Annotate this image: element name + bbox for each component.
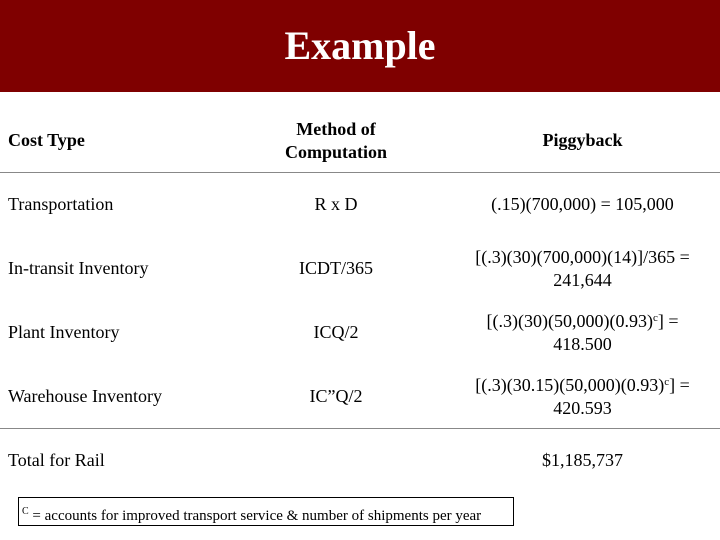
column-header-method-line2: Computation [284, 142, 387, 162]
row-warehouse-method: IC”Q/2 [309, 386, 363, 406]
row-transportation-method: R x D [314, 194, 358, 214]
title-banner [0, 0, 720, 92]
column-header-cost-type: Cost Type [8, 130, 85, 150]
row-plant-formula-a: [(.3)(30)(50,000)(0.93) [486, 311, 653, 331]
column-header-piggyback: Piggyback [542, 130, 623, 150]
row-plant-superscript: c [652, 312, 658, 324]
row-plant-piggyback-line1 [455, 310, 710, 333]
table-divider [0, 172, 720, 173]
row-warehouse-formula-b: ] = [669, 375, 690, 395]
row-warehouse-piggyback [455, 374, 710, 420]
row-warehouse-cost-type: Warehouse Inventory [8, 386, 162, 406]
total-label: Total for Rail [8, 450, 105, 470]
row-intransit-piggyback-line1: [(.3)(30)(700,000)(14)]/365 = [475, 247, 690, 267]
footnote-text: = accounts for improved transport service & number of shipments per year [28, 508, 482, 524]
row-intransit-method: ICDT/365 [299, 258, 373, 278]
row-warehouse-piggyback-line1 [455, 374, 710, 397]
slide-title: Example [284, 23, 436, 68]
row-plant-method: ICQ/2 [313, 322, 359, 342]
column-header-method [255, 118, 417, 164]
row-warehouse-formula-a: [(.3)(30.15)(50,000)(0.93) [475, 375, 665, 395]
row-transportation-piggyback: (.15)(700,000) = 105,000 [491, 194, 674, 214]
row-intransit-piggyback [455, 246, 710, 292]
row-intransit-cost-type: In-transit Inventory [8, 258, 149, 278]
footnote-marker: C [22, 506, 29, 517]
row-warehouse-superscript: c [664, 376, 670, 388]
row-intransit-piggyback-line2: 241,644 [553, 270, 612, 290]
column-header-method-line1: Method of [296, 119, 376, 139]
total-value: $1,185,737 [542, 450, 623, 470]
row-transportation-cost-type: Transportation [8, 194, 114, 214]
table-divider [0, 428, 720, 429]
row-plant-piggyback [455, 310, 710, 356]
row-warehouse-piggyback-line2: 420.593 [553, 398, 612, 418]
row-plant-cost-type: Plant Inventory [8, 322, 120, 342]
row-plant-formula-b: ] = [657, 311, 679, 331]
footnote-box [18, 497, 514, 526]
row-plant-piggyback-line2: 418.500 [553, 334, 612, 354]
